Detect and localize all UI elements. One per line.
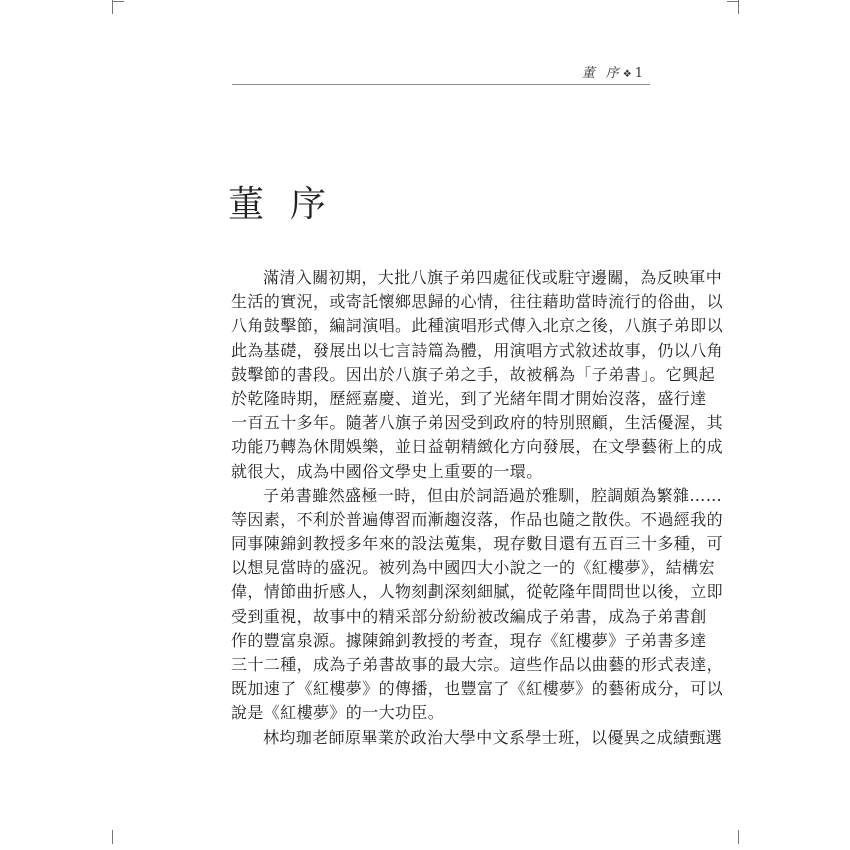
body-text: [231, 266, 724, 750]
paragraph-2-line: 子弟書雖然盛極一時，但由於詞語過於雅馴，腔調頗為繁雜……: [263, 485, 723, 505]
paragraph-2-line: 作的豐富泉源。據陳錦釗教授的考查，現存《紅樓夢》子弟書多達: [231, 630, 707, 650]
paragraph-1-line: 一百五十多年。隨著八旗子弟因受到政府的特別照顧，生活優渥，其: [231, 413, 724, 433]
paragraph-2-line: 等因素，不利於普遍傳習而漸趨沒落，作品也隨之散佚。不過經我的: [231, 509, 724, 529]
paragraph-2-line: 說是《紅樓夢》的一大功臣。: [231, 703, 445, 723]
paragraph-1-line: 八角鼓擊節，編詞演唱。此種演唱形式傳入北京之後，八旗子弟即以: [231, 316, 724, 336]
paragraph-1-line: 功能乃轉為休閒娛樂，並日益朝精緻化方向發展，在文學藝術上的成: [231, 437, 724, 457]
crop-mark-top-right-vertical: [738, 0, 739, 14]
paragraph-2-line: 受到重視，故事中的精采部分紛紛被改編成子弟書，成為子弟書創: [231, 606, 707, 626]
running-header: [232, 60, 650, 85]
paragraph-1-line: 此為基礎，發展出以七言詩篇為體，用演唱方式敘述故事，仍以八角: [231, 340, 724, 360]
page-number: 1: [634, 66, 644, 81]
crop-mark-bottom-right: [738, 830, 739, 844]
paragraph-1-line: 生活的實況，或寄託懷鄉思歸的心情，往往藉助當時流行的俗曲，以: [231, 292, 724, 312]
paragraph-1-line: 滿清入關初期，大批八旗子弟四處征伐或駐守邊關，為反映軍中: [263, 268, 723, 287]
paragraph-2-line: 偉，情節曲折感人，人物刻劃深刻細膩，從乾隆年間問世以後，立即: [231, 582, 724, 602]
crop-mark-top-left-horizontal: [112, 1, 124, 2]
running-title-char-1: 董: [581, 66, 596, 81]
paragraph-2-line: 同事陳錦釗教授多年來的設法蒐集，現存數目還有五百三十多種，可: [231, 534, 724, 554]
paragraph-3-line: 林均珈老師原畢業於政治大學中文系學士班，以優異之成績甄選: [263, 727, 723, 747]
paragraph-2-line: 三十二種，成為子弟書故事的最大宗。這些作品以曲藝的形式表達，: [231, 655, 724, 674]
chapter-title-char-2: 序: [290, 184, 327, 225]
paragraph-2-line: 既加速了《紅樓夢》的傳播，也豐富了《紅樓夢》的藝術成分，可以: [231, 679, 724, 699]
chapter-title: [228, 176, 326, 227]
running-title-char-2: 序: [605, 66, 620, 81]
ornament-icon: ❖: [622, 69, 633, 80]
paragraph-1-line: 就很大，成為中國俗文學史上重要的一環。: [231, 461, 543, 481]
paragraph-1-line: 鼓擊節的書段。因出於八旗子弟之手，故被稱為「子弟書」。它興起: [231, 364, 716, 384]
running-header-text: [582, 62, 644, 81]
paragraph-1-line: 於乾隆時期，歷經嘉慶、道光，到了光緒年間才開始沒落，盛行達: [231, 388, 707, 408]
paragraph-2-line: 以想見當時的盛況。被列為中國四大小說之一的《紅樓夢》，結構宏: [231, 558, 716, 578]
crop-mark-bottom-left: [112, 830, 113, 844]
chapter-title-char-1: 董: [228, 184, 265, 225]
crop-mark-top-right-horizontal: [727, 1, 739, 2]
crop-mark-top-left-vertical: [112, 0, 113, 14]
